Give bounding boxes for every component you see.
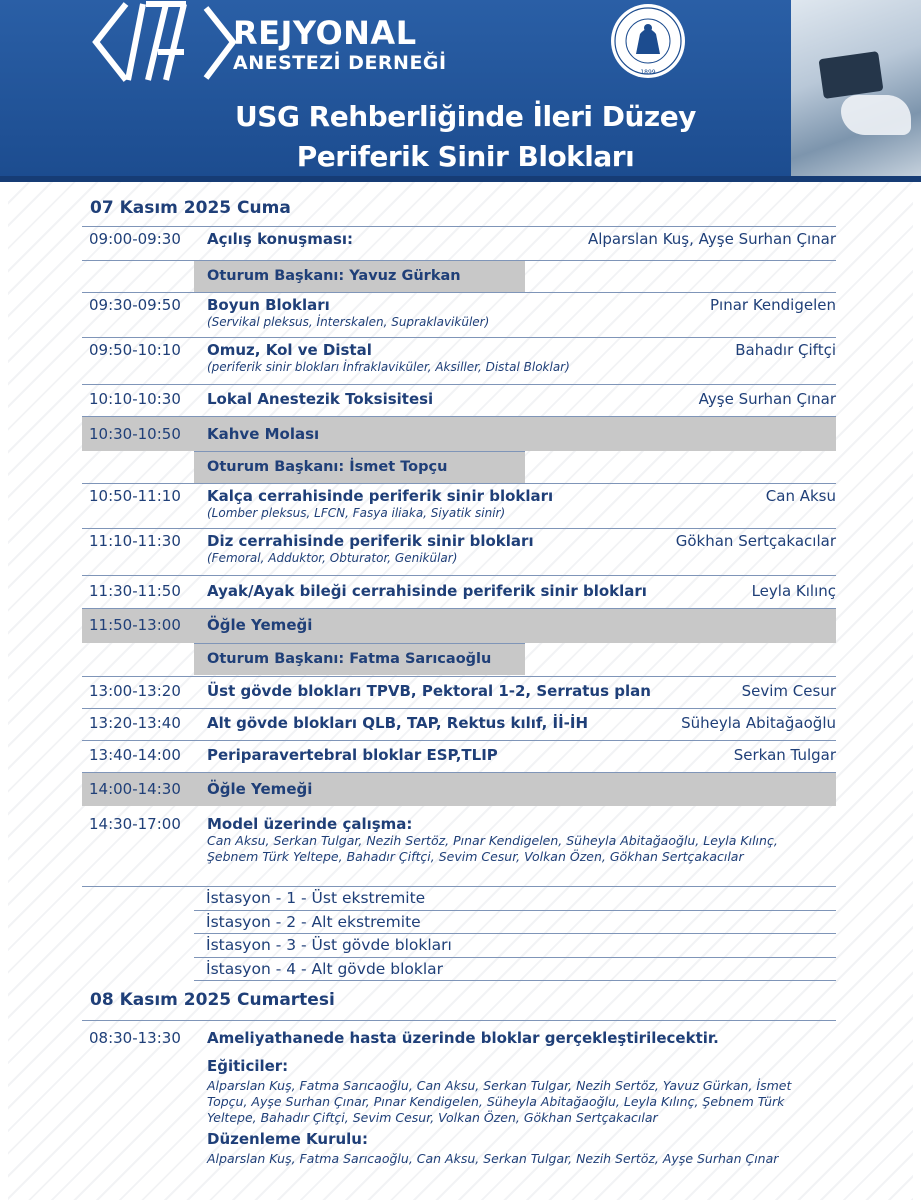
row-title: Öğle Yemeği: [207, 780, 313, 798]
workshop-trainers: [207, 833, 778, 865]
program-row: [82, 575, 836, 608]
row-title: Periparavertebral bloklar ESP,TLIP: [207, 746, 498, 764]
row-time: 14:00-14:30: [89, 780, 181, 798]
workshop-trainers-line: Şebnem Türk Yeltepe, Bahadır Çiftçi, Sevim Cesur, Volkan Özen, Gökhan Sertçakacılar: [207, 849, 744, 864]
day1-heading: 07 Kasım 2025 Cuma: [90, 198, 291, 218]
row-speaker: Gökhan Sertçakacılar: [675, 532, 836, 550]
svg-text:1899: 1899: [640, 69, 656, 76]
row-title: Kahve Molası: [207, 425, 320, 443]
hospital-seal-icon: [598, 2, 698, 80]
row-time: 11:10-11:30: [89, 532, 181, 550]
day2-heading: 08 Kasım 2025 Cumartesi: [90, 990, 335, 1010]
row-speaker: Sevim Cesur: [741, 682, 836, 700]
program-row: [82, 384, 836, 416]
session-chair-box: [194, 643, 525, 675]
station-item: [194, 957, 836, 981]
ultrasound-screen-image: [819, 51, 884, 99]
row-speaker: Alparslan Kuş, Ayşe Surhan Çınar: [587, 230, 836, 248]
event-title-line2: Periferik Sinir Blokları: [296, 140, 635, 173]
row-time: 13:20-13:40: [89, 714, 181, 732]
committee-line: Alparslan Kuş, Fatma Sarıcaoğlu, Can Aksu, Serkan Tulgar, Nezih Sertöz, Ayşe Surhan Çınar: [207, 1151, 779, 1166]
row-time: 09:30-09:50: [89, 296, 181, 314]
program-row: [82, 708, 836, 740]
session-chair-label: Oturum Başkanı: Fatma Sarıcaoğlu: [207, 651, 492, 667]
program-row: [82, 740, 836, 772]
trainers-line: Yeltepe, Bahadır Çiftçi, Sevim Cesur, Volkan Özen, Gökhan Sertçakacılar: [207, 1110, 658, 1125]
row-title: Ameliyathanede hasta üzerinde bloklar gerçekleştirilecektir.: [207, 1029, 719, 1047]
row-time: 13:40-14:00: [89, 746, 181, 764]
row-time: 14:30-17:00: [89, 815, 181, 833]
program-row: [82, 1020, 836, 1054]
station-label: İstasyon - 4 - Alt gövde bloklar: [206, 960, 444, 978]
trainers-list: [207, 1078, 791, 1126]
workshop-trainers-line: Can Aksu, Serkan Tulgar, Nezih Sertöz, Pınar Kendigelen, Süheyla Abitağaoğlu, Leyla Kılınç,: [207, 833, 778, 848]
station-item: [194, 886, 836, 910]
row-title: Omuz, Kol ve Distal: [207, 341, 372, 359]
program-row: [82, 483, 836, 527]
trainers-line: Alparslan Kuş, Fatma Sarıcaoğlu, Can Aksu, Serkan Tulgar, Nezih Sertöz, Yavuz Gürkan, İsmet: [207, 1078, 792, 1093]
row-time: 08:30-13:30: [89, 1029, 181, 1047]
break-row: [82, 608, 836, 643]
row-time: 11:30-11:50: [89, 582, 181, 600]
row-time: 13:00-13:20: [89, 682, 181, 700]
event-title-line1: USG Rehberliğinde İleri Düzey: [235, 100, 696, 133]
row-speaker: Pınar Kendigelen: [709, 296, 836, 314]
row-title: Diz cerrahisinde periferik sinir blokları: [207, 532, 534, 550]
row-title: Alt gövde blokları QLB, TAP, Rektus kılıf, İİ-İH: [207, 714, 589, 732]
committee-list: [207, 1151, 778, 1167]
station-item: [194, 933, 836, 957]
row-time: 09:00-09:30: [89, 230, 181, 248]
program-row: [82, 292, 836, 336]
row-speaker: Ayşe Surhan Çınar: [698, 390, 836, 408]
station-item: [194, 910, 836, 934]
row-title: Kalça cerrahisinde periferik sinir blokları: [207, 487, 554, 505]
row-detail: (periferik sinir blokları İnfraklaviküler, Aksiller, Distal Bloklar): [207, 360, 570, 374]
row-title: Lokal Anestezik Toksisitesi: [207, 390, 434, 408]
row-time: 10:10-10:30: [89, 390, 181, 408]
station-label: İstasyon - 1 - Üst ekstremite: [206, 889, 426, 907]
station-label: İstasyon - 3 - Üst gövde blokları: [206, 936, 452, 954]
row-title: Açılış konuşması:: [207, 230, 354, 248]
row-time: 11:50-13:00: [89, 616, 181, 634]
row-title: Öğle Yemeği: [207, 616, 313, 634]
program-row: [82, 528, 836, 574]
row-detail: (Servikal pleksus, İnterskalen, Supraklaviküler): [207, 315, 490, 329]
row-time: 10:50-11:10: [89, 487, 181, 505]
trainers-line: Topçu, Ayşe Surhan Çınar, Pınar Kendigelen, Süheyla Abitağaoğlu, Leyla Kılınç, Şebnem Türk: [207, 1094, 785, 1109]
row-speaker: Serkan Tulgar: [733, 746, 836, 764]
break-row: [82, 772, 836, 806]
break-row: [82, 416, 836, 451]
rad-logo-icon: [88, 0, 238, 84]
trainers-heading: Eğiticiler:: [207, 1057, 289, 1075]
row-title: Ayak/Ayak bileği cerrahisinde periferik sinir blokları: [207, 582, 647, 600]
committee-heading: Düzenleme Kurulu:: [207, 1130, 368, 1148]
session-chair-box: [194, 451, 525, 483]
row-time: 10:30-10:50: [89, 425, 181, 443]
org-name-line2: ANESTEZİ DERNEĞİ: [233, 52, 447, 74]
session-chair-label: Oturum Başkanı: İsmet Topçu: [207, 459, 448, 475]
row-detail: (Femoral, Adduktor, Obturator, Genikülar): [207, 551, 458, 565]
row-speaker: Leyla Kılınç: [751, 582, 836, 600]
program-row: [82, 676, 836, 708]
station-label: İstasyon - 2 - Alt ekstremite: [206, 913, 421, 931]
row-speaker: Süheyla Abitağaoğlu: [681, 714, 836, 732]
program-row: [82, 337, 836, 383]
row-title: Boyun Blokları: [207, 296, 330, 314]
session-chair-box: [194, 260, 525, 292]
row-speaker: Can Aksu: [765, 487, 836, 505]
row-title: Model üzerinde çalışma:: [207, 815, 413, 833]
row-time: 09:50-10:10: [89, 341, 181, 359]
row-detail: (Lomber pleksus, LFCN, Fasya iliaka, Siyatik sinir): [207, 506, 506, 520]
row-speaker: Bahadır Çiftçi: [735, 341, 836, 359]
org-name-line1: REJYONAL: [233, 14, 417, 52]
program-row: [82, 226, 836, 260]
row-title: Üst gövde blokları TPVB, Pektoral 1-2, Serratus plan: [207, 682, 651, 700]
header-banner: [0, 0, 921, 180]
session-chair-label: Oturum Başkanı: Yavuz Gürkan: [207, 268, 461, 284]
